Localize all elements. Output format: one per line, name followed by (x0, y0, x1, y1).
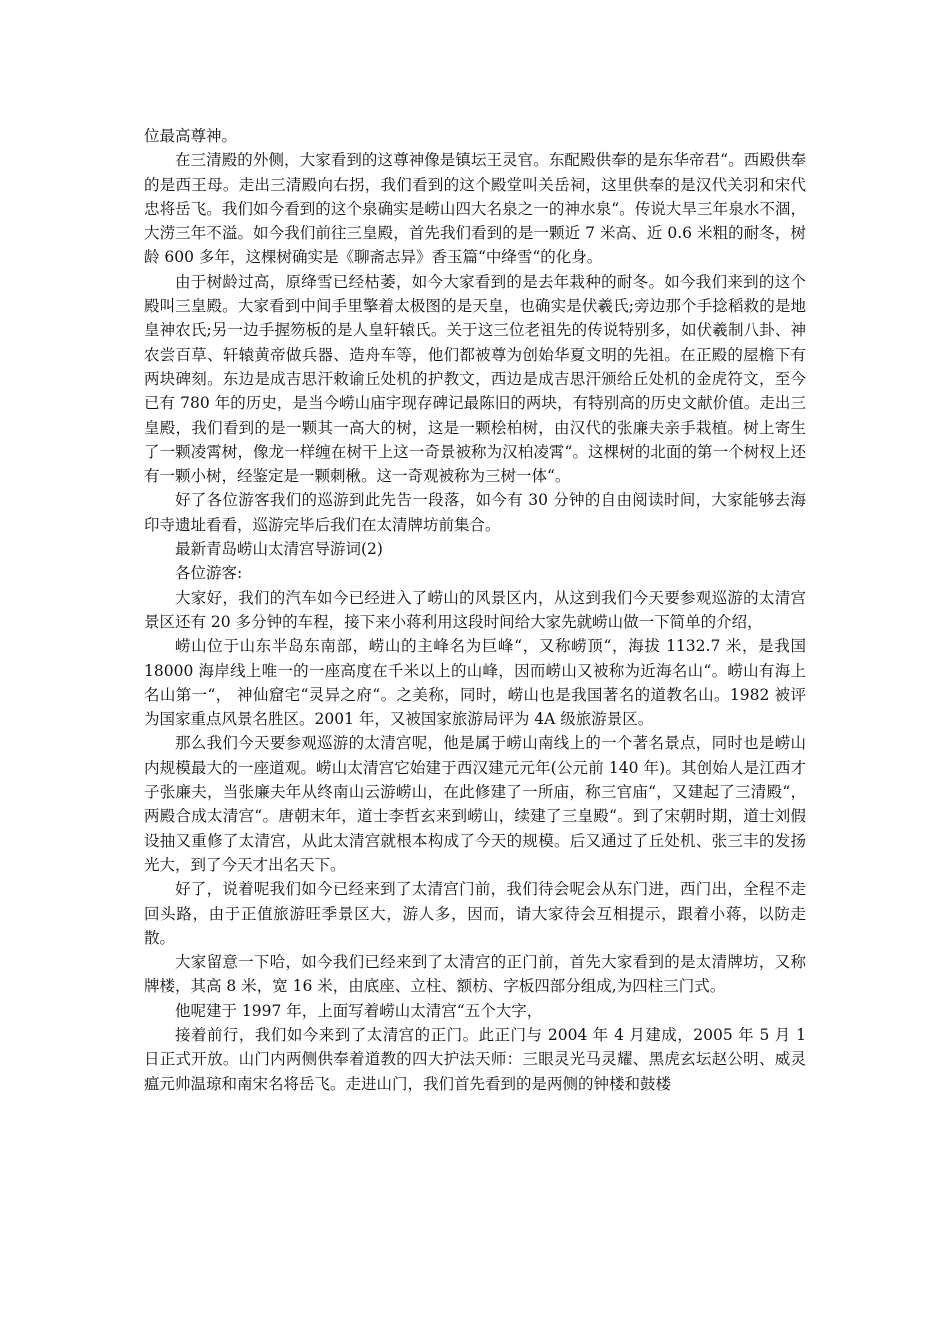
paragraph: 好了各位游客我们的巡游到此先告一段落，如今有 30 分钟的自由阅读时间，大家能够去海印寺遗址看看，巡游完毕后我们在太清牌坊前集合。 (144, 491, 806, 534)
paragraph: 大家好，我们的汽车如今已经进入了崂山的风景区内，从这到我们今天要参观巡游的太清宫景区还有 20 多分钟的车程，接下来小蒋利用这段时间给大家先就崂山做一下简单的介绍， (144, 588, 806, 631)
section-title: 最新青岛崂山太清宫导游词(2) (175, 540, 383, 559)
document-body (144, 124, 806, 1096)
paragraph: 大家留意一下哈，如今我们已经来到了太清宫的正门前，首先大家看到的是太清牌坊，又称牌楼，其高 8 米，宽 16 米，由底座、立柱、额枋、字板四部分组成,为四柱三门式。 (144, 953, 806, 996)
paragraph: 那么我们今天要参观巡游的太清宫呢，他是属于崂山南线上的一个著名景点，同时也是崂山内规模最大的一座道观。崂山太清宫它始建于西汉建元元年(公元前 140 年)。其创始人是江西才子张廉夫，当张廉夫年从终南山云游崂山，在此修建了一所庙，称三官庙“，又建起了三清殿“，两殿合成太清宫“。唐朝末年，道士李哲玄来到崂山，续建了三皇殿“。到了宋朝时期，道士刘假设抽又重修了太清宫，从此太清宫就根本构成了今天的规模。后又通过了丘处机、张三丰的发扬光大，到了今天才出名天下。 (144, 734, 806, 874)
paragraph: 由于树龄过高，原绛雪已经枯萎，如今大家看到的是去年栽种的耐冬。如今我们来到的这个殿叫三皇殿。大家看到中间手里擎着太极图的是天皇，也确实是伏羲氏;旁边那个手捻稻救的是地皇神农氏;另一边手握笏板的是人皇轩辕氏。关于这三位老祖先的传说特别多，如伏羲制八卦、神农尝百草、轩辕黄帝做兵器、造舟车等，他们都被尊为创始华夏文明的先祖。在正殿的屋檐下有两块碑刻。东边是成吉思汗敕谕丘处机的护教文，西边是成吉思汗颁给丘处机的金虎符文，至今已有 780 年的历史，是当今崂山庙宇现存碑记最陈旧的两块，有特别高的历史文献价值。走出三皇殿，我们看到的是一颗其一高大的树，这是一颗桧柏树，由汉代的张廉夫亲手栽植。树上寄生了一颗凌霄树，像龙一样缠在树干上这一奇景被称为汉柏凌霄“。这棵树的北面的第一个树杈上还有一颗小树，经鉴定是一颗刺楸。这一奇观被称为三树一体“。 (144, 272, 806, 486)
salutation: 各位游客: (175, 564, 243, 583)
paragraph: 好了，说着呢我们如今已经来到了太清宫门前，我们待会呢会从东门进，西门出，全程不走回头路，由于正值旅游旺季景区大，游人多，因而，请大家待会互相提示，跟着小蒋，以防走散。 (144, 880, 806, 947)
paragraph: 他呢建于 1997 年，上面写着崂山太清宫“五个大字， (175, 1001, 543, 1020)
paragraph: 接着前行，我们如今来到了太清宫的正门。此正门与 2004 年 4 月建成，2005 年 5 月 1 日正式开放。山门内两侧供奉着道教的四大护法天师：三眼灵光马灵耀、黑虎玄坛赵公明、威灵瘟元帅温琼和南宋名将岳飞。走进山门，我们首先看到的是两侧的钟楼和鼓楼 (144, 1025, 806, 1093)
paragraph: 在三清殿的外侧，大家看到的这尊神像是镇坛王灵官。东配殿供奉的是东华帝君“。西殿供奉的是西王母。走出三清殿向右拐，我们看到的这个殿堂叫关岳祠，这里供奉的是汉代关羽和宋代忠将岳飞。我们如今看到的这个泉确实是崂山四大名泉之一的神水泉“。传说大旱三年泉水不涸，大涝三年不溢。如今我们前往三皇殿，首先我们看到的是一颗近 7 米高、近 0.6 米粗的耐冬，树龄 600 多年，这棵树确实是《聊斋志异》香玉篇“中绛雪“的化身。 (144, 151, 806, 267)
paragraph: 位最高尊神。 (144, 127, 238, 145)
paragraph: 崂山位于山东半岛东南部，崂山的主峰名为巨峰“，又称崂顶“，海拔 1132.7 米，是我国 18000 海岸线上唯一的一座高度在千米以上的山峰，因而崂山又被称为近海名山“。崂山有海上名山第一“， 神仙窟宅“灵异之府“。之美称，同时，崂山也是我国著名的道教名山。1982 被评为国家重点风景名胜区。2001 年，又被国家旅游局评为 4A 级旅游景区。 (144, 637, 806, 729)
